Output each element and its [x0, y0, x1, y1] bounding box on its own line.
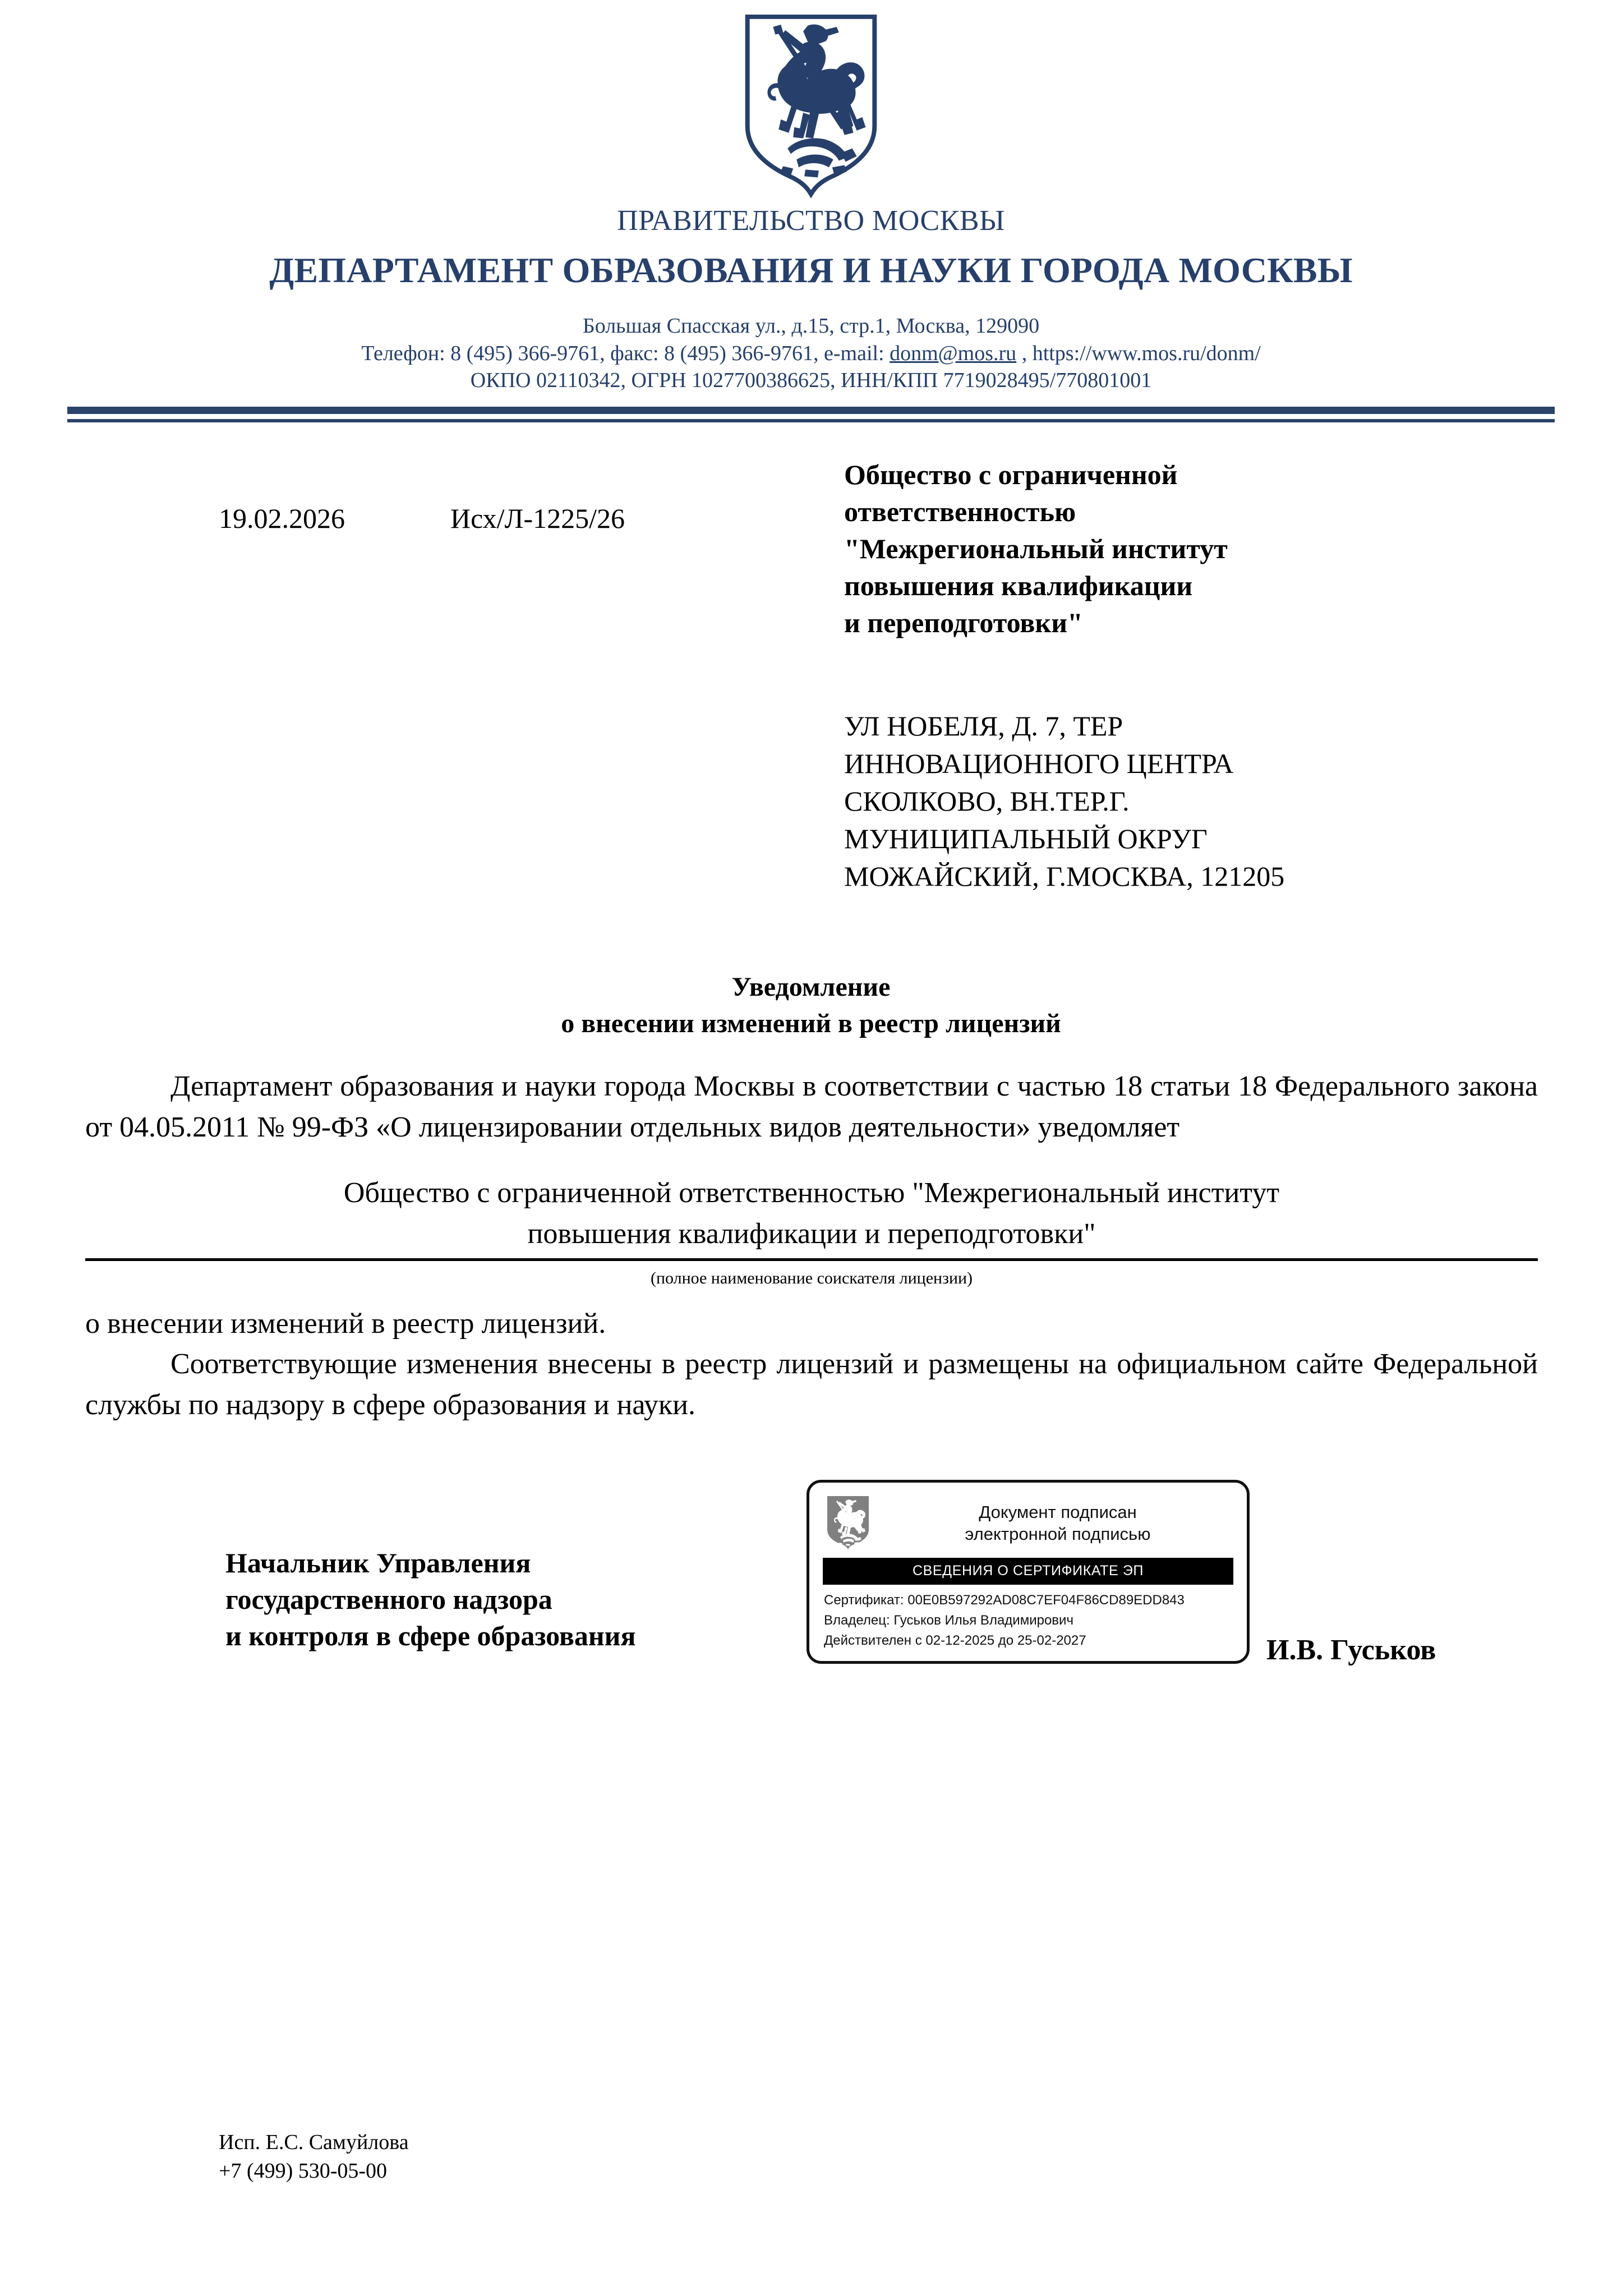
stamp-header — [821, 1492, 1236, 1557]
footer-executor-phone: +7 (499) 530-05-00 — [219, 2159, 388, 2183]
stamp-certificate-bar: СВЕДЕНИЯ О СЕРТИФИКАТЕ ЭП — [823, 1558, 1233, 1585]
footer-executor-name: Исп. Е.С. Самуйлова — [219, 2130, 409, 2154]
organization-name-caption: (полное наименование соискателя лицензии) — [650, 1268, 973, 1287]
signature-zone — [0, 1467, 1622, 1709]
divider-gap — [67, 414, 1555, 419]
recipient-name-line-3: "Межрегиональный институт — [844, 532, 1228, 564]
body-after-block — [85, 1304, 1538, 1426]
contact-prefix: Телефон: 8 (495) 366-9761, факс: 8 (495) 366-9761, e-mail: — [361, 341, 890, 365]
organization-name-line-1: Общество с ограниченной ответственностью "Межрегиональный институт — [343, 1177, 1280, 1209]
letterhead-address: Большая Спасская ул., д.15, стр.1, Москва, 129090 — [582, 314, 1040, 338]
document-date: 19.02.2026 — [219, 502, 345, 534]
letterhead — [0, 0, 1622, 422]
divider-thin-rule — [67, 419, 1555, 422]
document-body — [85, 1066, 1538, 1426]
reference-line — [219, 502, 625, 535]
document-number: Исх/Л-1225/26 — [450, 502, 625, 534]
body-paragraph-1: Департамент образования и науки города Москвы в соответствии с частью 18 статьи 18 Федерального закона от 04.05.2011 № 99-ФЗ «О лицензировании отдельных видов деятельности» уведомляет — [85, 1070, 1538, 1144]
recipient-address-line-3: СКОЛКОВО, ВН.ТЕР.Г. — [844, 785, 1130, 817]
recipient-name-line-4: повышения квалификации — [844, 569, 1193, 601]
recipient-address-line-4: МУНИЦИПАЛЬНЫЙ ОКРУГ — [844, 822, 1208, 854]
stamp-title-line-2: электронной подписью — [965, 1524, 1151, 1544]
electronic-signature-stamp — [807, 1480, 1250, 1664]
header-divider — [67, 407, 1555, 422]
email-link[interactable]: donm@mos.ru — [890, 341, 1017, 365]
body-paragraph-2: о внесении изменений в реестр лицензий. — [85, 1307, 606, 1340]
divider-thick-rule — [67, 407, 1555, 414]
organization-name-block — [85, 1173, 1538, 1290]
recipient-name-line-5: и переподготовки" — [844, 606, 1083, 638]
department-line: ДЕПАРТАМЕНТ ОБРАЗОВАНИЯ И НАУКИ ГОРОДА МОСКВЫ — [269, 250, 1353, 290]
signatory-title-line-3: и контроля в сфере образования — [225, 1619, 636, 1651]
signatory-name: И.В. Гуськов — [1266, 1634, 1436, 1666]
contact-suffix: , https://www.mos.ru/donm/ — [1016, 341, 1261, 365]
moscow-coat-of-arms-icon — [738, 10, 884, 200]
stamp-certificate-validity: Действителен с 02-12-2025 до 25-02-2027 — [824, 1632, 1086, 1648]
recipient-address-line-5: МОЖАЙСКИЙ, Г.МОСКВА, 121205 — [844, 860, 1285, 892]
footer-executor-block — [219, 2128, 409, 2186]
recipient-name-line-2: ответственностью — [844, 495, 1076, 527]
document-title — [0, 969, 1622, 1042]
recipient-name-line-1: Общество с ограниченной — [844, 458, 1178, 490]
stamp-coat-of-arms-icon — [826, 1495, 870, 1551]
stamp-certificate-serial: Сертификат: 00E0B597292AD08C7EF04F86CD89EDD843 — [824, 1592, 1185, 1608]
letterhead-registry: ОКПО 02110342, ОГРН 1027700386625, ИНН/КПП 7719028495/770801001 — [470, 369, 1152, 393]
recipient-block — [844, 456, 1450, 895]
stamp-title — [882, 1501, 1233, 1545]
signatory-title-line-1: Начальник Управления — [225, 1547, 531, 1579]
recipient-address — [844, 707, 1450, 895]
stamp-certificate-details — [821, 1590, 1236, 1651]
document-title-line-1: Уведомление — [731, 972, 891, 1002]
recipient-address-line-2: ИННОВАЦИОННОГО ЦЕНТРА — [844, 747, 1234, 779]
stamp-certificate-owner: Владелец: Гуськов Илья Владимирович — [824, 1612, 1073, 1628]
organization-name-line-2: повышения квалификации и переподготовки" — [527, 1217, 1096, 1250]
recipient-address-line-1: УЛ НОБЕЛЯ, Д. 7, ТЕР — [844, 710, 1123, 742]
document-title-line-2: о внесении изменений в реестр лицензий — [561, 1009, 1061, 1039]
signatory-title — [225, 1545, 636, 1654]
reference-and-recipient — [0, 456, 1622, 950]
letterhead-contacts — [0, 312, 1622, 394]
government-line: ПРАВИТЕЛЬСТВО МОСКВЫ — [617, 205, 1005, 237]
organization-name-underline — [85, 1258, 1538, 1261]
stamp-title-line-1: Документ подписан — [979, 1502, 1137, 1522]
signatory-title-line-2: государственного надзора — [225, 1583, 552, 1615]
letterhead-contact-row — [0, 340, 1622, 367]
body-paragraph-3: Соответствующие изменения внесены в реестр лицензий и размещены на официальном сайте Федеральной службы по надзору в сфере образования и науки. — [85, 1348, 1538, 1421]
